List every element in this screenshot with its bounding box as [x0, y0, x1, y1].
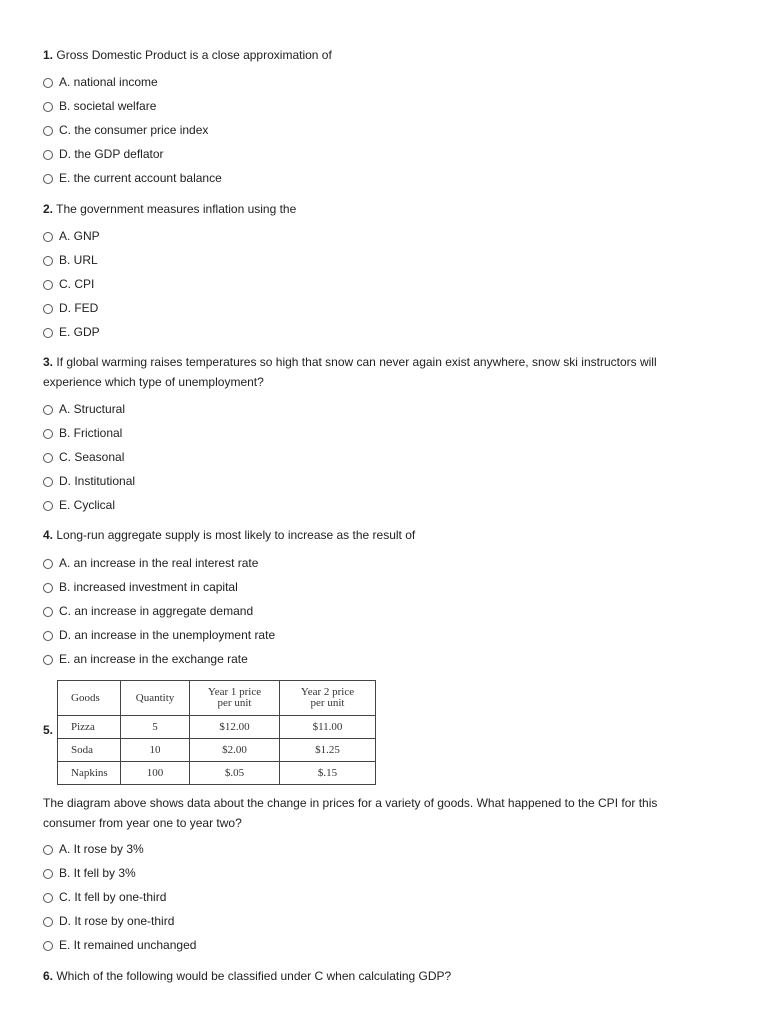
- radio-button-icon[interactable]: [43, 501, 53, 511]
- price-table-figure: [57, 680, 376, 785]
- header-quantity: Quantity: [121, 681, 190, 716]
- radio-button-icon[interactable]: [43, 328, 53, 338]
- option-label: C. CPI: [59, 277, 95, 291]
- radio-button-icon[interactable]: [43, 917, 53, 927]
- option-label: D. It rose by one-third: [59, 914, 175, 928]
- option-label: E. the current account balance: [59, 171, 222, 185]
- option-4a[interactable]: [43, 551, 275, 575]
- option-2c[interactable]: [43, 272, 100, 296]
- question-text: Gross Domestic Product is a close approximation of: [56, 48, 332, 62]
- option-3c[interactable]: [43, 445, 135, 469]
- question-3-options: [43, 397, 135, 517]
- radio-button-icon[interactable]: [43, 655, 53, 665]
- question-text: Long-run aggregate supply is most likely to increase as the result of: [56, 528, 416, 542]
- option-3b[interactable]: [43, 421, 135, 445]
- option-label: C. the consumer price index: [59, 123, 209, 137]
- cell-quantity: 100: [121, 762, 190, 785]
- table-header-row: [58, 681, 376, 716]
- radio-button-icon[interactable]: [43, 150, 53, 160]
- radio-button-icon[interactable]: [43, 477, 53, 487]
- option-label: E. Cyclical: [59, 498, 116, 512]
- question-number: 1.: [43, 48, 54, 62]
- option-2e[interactable]: [43, 320, 100, 344]
- question-text: Which of the following would be classified under C when calculating GDP?: [56, 969, 452, 983]
- question-5-options: [43, 837, 196, 957]
- question-number: 4.: [43, 528, 54, 542]
- cell-quantity: 5: [121, 716, 190, 739]
- option-5a[interactable]: [43, 837, 196, 861]
- radio-button-icon[interactable]: [43, 405, 53, 415]
- table-row: [58, 739, 376, 762]
- option-label: B. increased investment in capital: [59, 580, 238, 594]
- question-number: 6.: [43, 969, 54, 983]
- question-4: [43, 525, 703, 545]
- radio-button-icon[interactable]: [43, 280, 53, 290]
- cell-year2: $.15: [280, 762, 376, 785]
- option-label: E. an increase in the exchange rate: [59, 652, 248, 666]
- option-label: D. FED: [59, 301, 99, 315]
- option-label: C. Seasonal: [59, 450, 125, 464]
- question-text: If global warming raises temperatures so high that snow can never again exist anywhere, snow ski instructors will experience which type of unemployment?: [43, 355, 657, 389]
- option-label: A. national income: [59, 75, 158, 89]
- option-label: B. It fell by 3%: [59, 866, 136, 880]
- cell-year1: $12.00: [190, 716, 280, 739]
- option-label: D. an increase in the unemployment rate: [59, 628, 276, 642]
- option-label: E. It remained unchanged: [59, 938, 197, 952]
- radio-button-icon[interactable]: [43, 607, 53, 617]
- question-number: 5.: [43, 723, 54, 737]
- option-1a[interactable]: [43, 70, 222, 94]
- header-year1-line2: per unit: [217, 697, 252, 709]
- header-year2: [280, 681, 376, 716]
- option-label: A. Structural: [59, 402, 126, 416]
- option-4b[interactable]: [43, 575, 275, 599]
- radio-button-icon[interactable]: [43, 941, 53, 951]
- header-year1-line1: Year 1 price: [207, 686, 262, 698]
- cell-year2: $1.25: [280, 739, 376, 762]
- option-label: A. an increase in the real interest rate: [59, 556, 259, 570]
- option-label: D. the GDP deflator: [59, 147, 164, 161]
- option-4e[interactable]: [43, 647, 275, 671]
- option-label: B. Frictional: [59, 426, 123, 440]
- option-3a[interactable]: [43, 397, 135, 421]
- option-1d[interactable]: [43, 142, 222, 166]
- option-5d[interactable]: [43, 909, 196, 933]
- cell-goods: Soda: [58, 739, 121, 762]
- question-text: The diagram above shows data about the change in prices for a variety of goods. What happened to the CPI for this consumer from year one to year two?: [43, 796, 658, 830]
- question-2: [43, 199, 703, 219]
- radio-button-icon[interactable]: [43, 256, 53, 266]
- radio-button-icon[interactable]: [43, 232, 53, 242]
- radio-button-icon[interactable]: [43, 559, 53, 569]
- option-label: A. GNP: [59, 229, 100, 243]
- option-1e[interactable]: [43, 166, 222, 190]
- radio-button-icon[interactable]: [43, 126, 53, 136]
- table-row: [58, 762, 376, 785]
- option-label: C. an increase in aggregate demand: [59, 604, 254, 618]
- cell-year1: $.05: [190, 762, 280, 785]
- option-label: C. It fell by one-third: [59, 890, 167, 904]
- question-3: [43, 352, 703, 392]
- option-label: A. It rose by 3%: [59, 842, 144, 856]
- option-3d[interactable]: [43, 469, 135, 493]
- option-1c[interactable]: [43, 118, 222, 142]
- header-goods: Goods: [58, 681, 121, 716]
- table-row: [58, 716, 376, 739]
- radio-button-icon[interactable]: [43, 453, 53, 463]
- header-year2-line2: per unit: [310, 697, 345, 709]
- option-5b[interactable]: [43, 861, 196, 885]
- option-2a[interactable]: [43, 224, 100, 248]
- radio-button-icon[interactable]: [43, 869, 53, 879]
- radio-button-icon[interactable]: [43, 304, 53, 314]
- option-label: D. Institutional: [59, 474, 136, 488]
- radio-button-icon[interactable]: [43, 583, 53, 593]
- cell-year2: $11.00: [280, 716, 376, 739]
- radio-button-icon[interactable]: [43, 845, 53, 855]
- radio-button-icon[interactable]: [43, 174, 53, 184]
- question-number: 2.: [43, 202, 54, 216]
- question-number: 3.: [43, 355, 54, 369]
- radio-button-icon[interactable]: [43, 78, 53, 88]
- header-year2-line1: Year 2 price: [300, 686, 355, 698]
- option-2b[interactable]: [43, 248, 100, 272]
- option-5c[interactable]: [43, 885, 196, 909]
- option-label: B. URL: [59, 253, 98, 267]
- question-4-options: [43, 551, 275, 671]
- option-5e[interactable]: [43, 933, 196, 957]
- question-1: [43, 45, 703, 65]
- question-2-options: [43, 224, 100, 344]
- option-1b[interactable]: [43, 94, 222, 118]
- radio-button-icon[interactable]: [43, 893, 53, 903]
- price-table: [57, 680, 376, 785]
- option-label: B. societal welfare: [59, 99, 157, 113]
- radio-button-icon[interactable]: [43, 429, 53, 439]
- cell-goods: Pizza: [58, 716, 121, 739]
- question-6: [43, 966, 703, 986]
- cell-year1: $2.00: [190, 739, 280, 762]
- option-4d[interactable]: [43, 623, 275, 647]
- radio-button-icon[interactable]: [43, 102, 53, 112]
- radio-button-icon[interactable]: [43, 631, 53, 641]
- question-1-options: [43, 70, 222, 190]
- cell-quantity: 10: [121, 739, 190, 762]
- option-3e[interactable]: [43, 493, 135, 517]
- question-text: The government measures inflation using the: [56, 202, 297, 216]
- option-4c[interactable]: [43, 599, 275, 623]
- header-year1: [190, 681, 280, 716]
- option-2d[interactable]: [43, 296, 100, 320]
- cell-goods: Napkins: [58, 762, 121, 785]
- question-5: [43, 793, 703, 833]
- option-label: E. GDP: [59, 325, 100, 339]
